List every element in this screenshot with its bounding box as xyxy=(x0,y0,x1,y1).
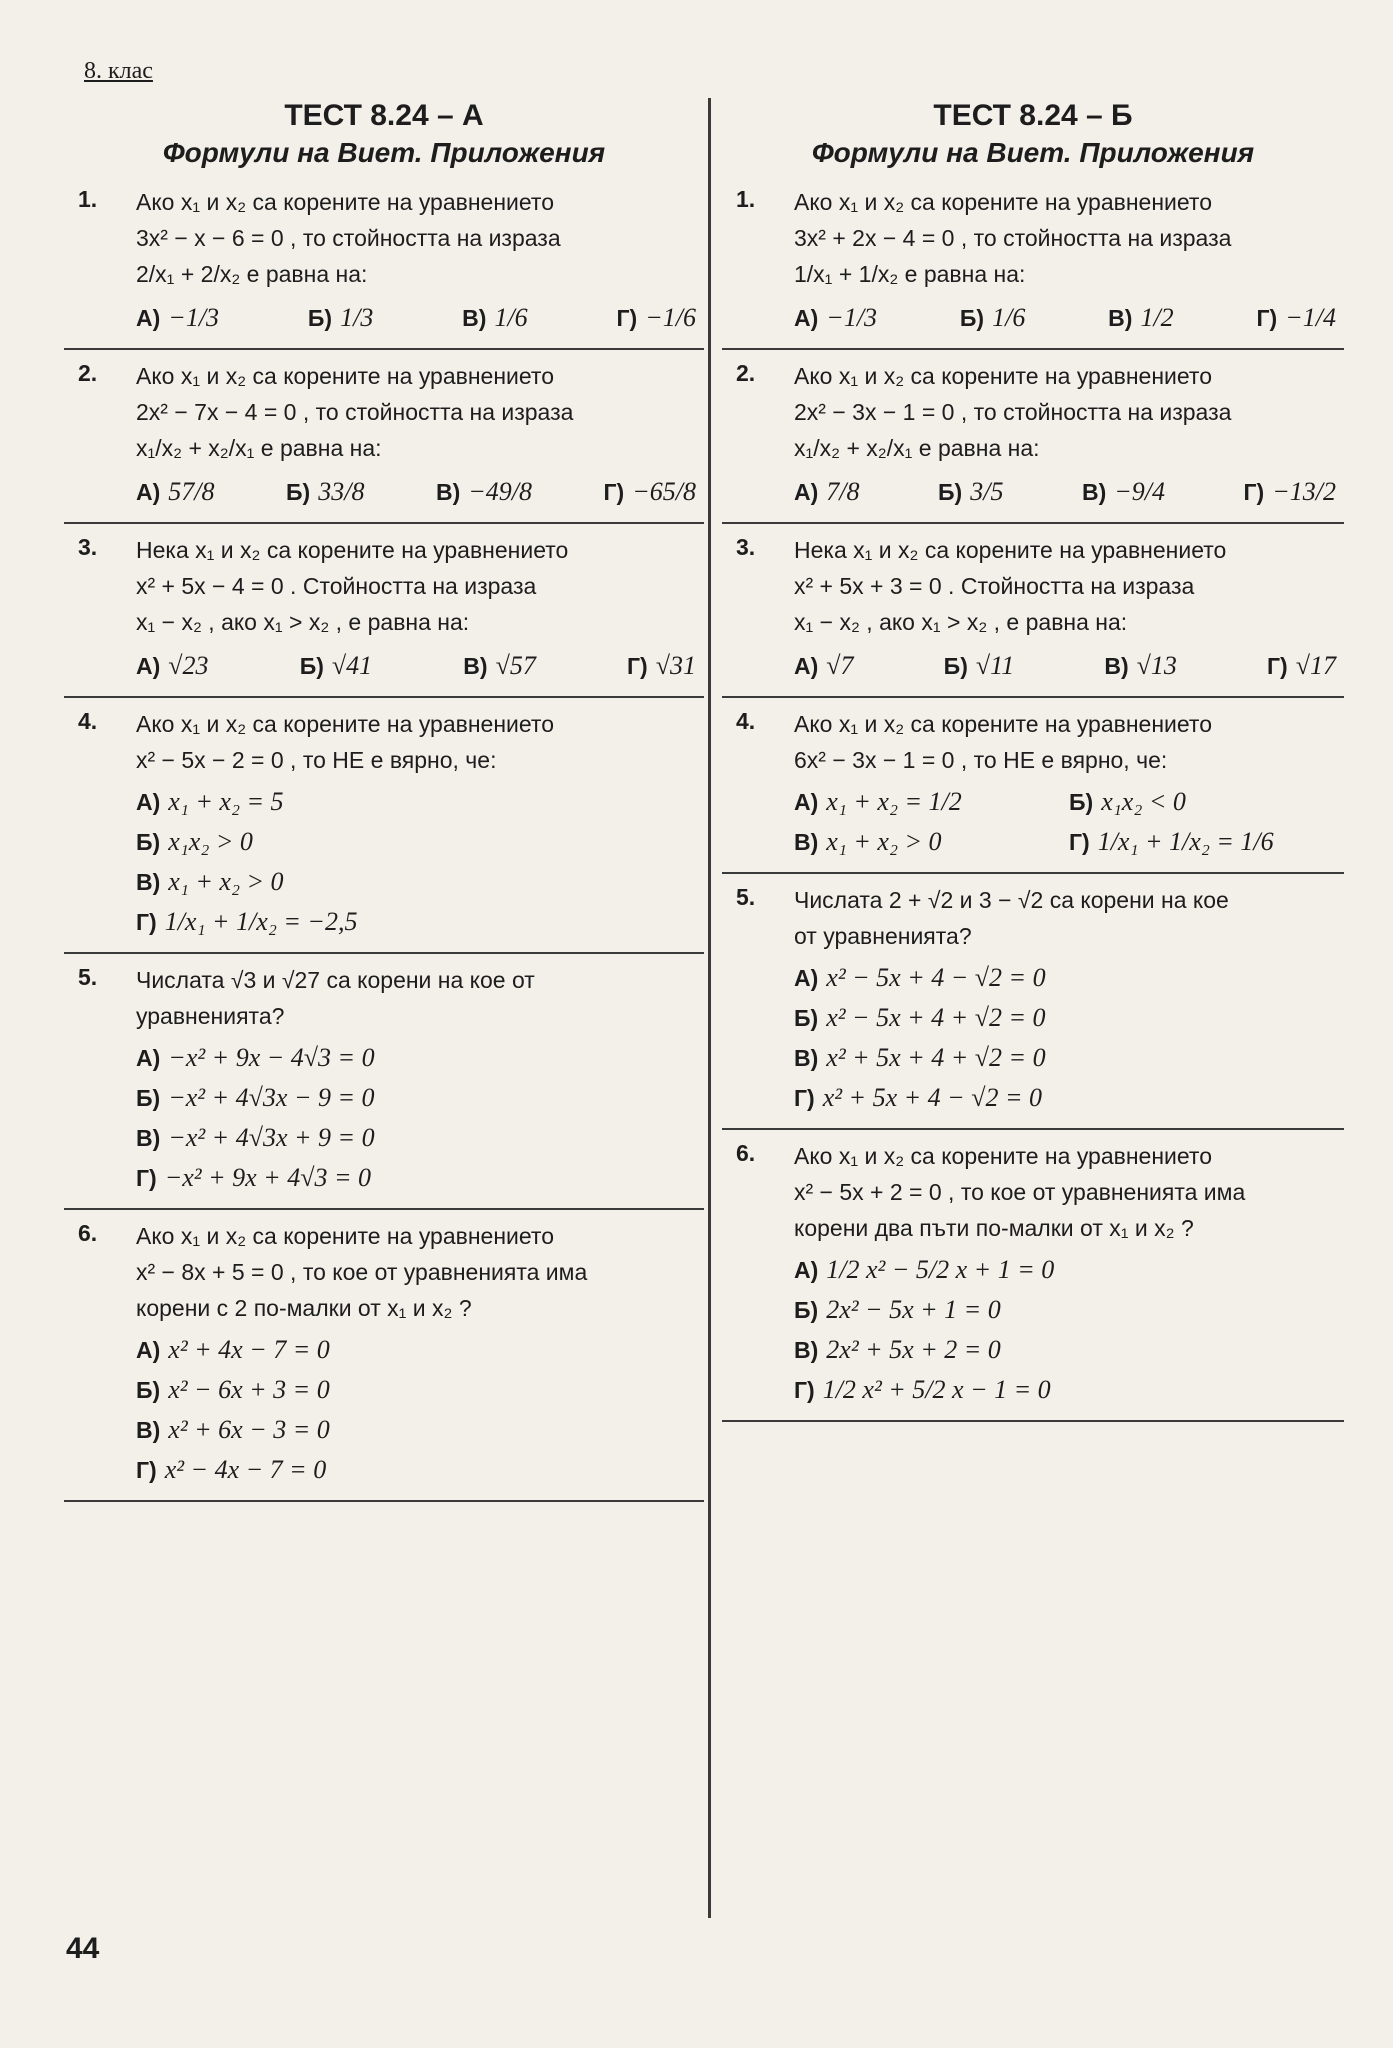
option-letter: А) xyxy=(136,305,161,331)
option-value: x² − 5x + 4 − √2 = 0 xyxy=(826,963,1046,992)
option-letter: В) xyxy=(136,869,161,895)
answer-options xyxy=(136,298,704,338)
option-letter: Г) xyxy=(794,1085,815,1111)
option-value: √11 xyxy=(975,651,1015,680)
answer-option xyxy=(136,472,215,512)
answer-option xyxy=(794,472,860,512)
test-a-question-5 xyxy=(64,954,704,1210)
answer-option xyxy=(1244,472,1336,512)
option-letter: В) xyxy=(1108,305,1133,331)
option-value: 2x² − 5x + 1 = 0 xyxy=(826,1295,1001,1324)
option-value: −65/8 xyxy=(632,477,696,506)
answer-option xyxy=(136,782,704,822)
answer-option xyxy=(286,472,364,512)
option-letter: А) xyxy=(794,479,819,505)
question-text-line: x² + 5x + 3 = 0 . Стойността на израза xyxy=(794,573,1195,599)
question-body xyxy=(794,706,1344,862)
answer-option xyxy=(136,1450,704,1490)
option-letter: В) xyxy=(794,1337,819,1363)
question-number: 4. xyxy=(736,708,756,734)
option-letter: А) xyxy=(794,305,819,331)
question-number: 6. xyxy=(78,1220,98,1246)
question-text-line: x² + 5x − 4 = 0 . Стойността на израза xyxy=(136,573,537,599)
option-value: −x² + 9x − 4√3 = 0 xyxy=(168,1043,375,1072)
question-text-line: x₁ − x₂ , ако x₁ > x₂ , е равна на: xyxy=(794,609,1128,635)
answer-option xyxy=(1069,822,1344,862)
option-value: 3/5 xyxy=(970,477,1004,506)
option-letter: А) xyxy=(136,789,161,815)
question-number: 3. xyxy=(736,534,756,560)
option-letter: В) xyxy=(1081,479,1107,505)
question-body xyxy=(794,532,1344,686)
option-letter: Г) xyxy=(794,1377,815,1403)
option-value: −1/6 xyxy=(645,303,696,332)
option-value: √57 xyxy=(495,651,536,680)
question-body xyxy=(136,532,704,686)
option-letter: Б) xyxy=(307,305,333,331)
option-value: 7/8 xyxy=(826,477,860,506)
option-value: 1/3 xyxy=(340,303,374,332)
answer-options xyxy=(136,1330,704,1490)
option-value: x₁ + x₂ > 0 xyxy=(168,867,284,896)
option-value: x² + 4x − 7 = 0 xyxy=(168,1335,330,1364)
question-number: 5. xyxy=(78,964,98,990)
answer-option xyxy=(136,1038,704,1078)
option-letter: А) xyxy=(794,789,819,815)
question-text-line: 2/x₁ + 2/x₂ е равна на: xyxy=(136,261,368,287)
answer-option xyxy=(436,472,532,512)
answer-option xyxy=(794,1038,1344,1078)
option-letter: Г) xyxy=(136,909,157,935)
answer-option xyxy=(308,298,373,338)
option-letter: А) xyxy=(136,1045,161,1071)
question-body xyxy=(136,184,704,338)
answer-option xyxy=(136,902,704,942)
question-number: 2. xyxy=(736,360,756,386)
question-number: 1. xyxy=(78,186,98,212)
answer-option xyxy=(462,298,528,338)
option-value: x₁ + x₂ = 5 xyxy=(168,787,284,816)
question-text-line: Числата √3 и √27 са корени на кое от xyxy=(136,967,535,993)
option-value: x₁x₂ < 0 xyxy=(1101,787,1186,816)
test-b-question-3 xyxy=(722,524,1344,698)
test-a-question-1 xyxy=(64,176,704,350)
answer-option xyxy=(794,1078,1344,1118)
option-value: √17 xyxy=(1295,651,1336,680)
question-text-line: Ако x₁ и x₂ са корените на уравнението xyxy=(136,711,554,737)
test-b-question-4 xyxy=(722,698,1344,874)
option-value: 57/8 xyxy=(168,477,215,506)
question-body xyxy=(794,358,1344,512)
answer-option xyxy=(1104,646,1177,686)
option-letter: А) xyxy=(794,653,819,679)
answer-option xyxy=(794,782,1069,822)
option-value: −x² + 4√3x + 9 = 0 xyxy=(168,1123,375,1152)
option-value: −1/3 xyxy=(826,303,878,332)
option-value: −13/2 xyxy=(1272,477,1336,506)
option-letter: Б) xyxy=(136,829,161,855)
answer-option xyxy=(960,298,1025,338)
option-letter: В) xyxy=(136,1125,161,1151)
question-number: 5. xyxy=(736,884,756,910)
answer-option xyxy=(136,1330,704,1370)
answer-options xyxy=(136,472,704,512)
question-number: 4. xyxy=(78,708,98,734)
option-letter: В) xyxy=(794,829,819,855)
option-value: −1/3 xyxy=(168,303,220,332)
question-text-line: от уравненията? xyxy=(794,923,972,949)
answer-option xyxy=(136,298,219,338)
option-value: −x² + 4√3x − 9 = 0 xyxy=(168,1083,375,1112)
question-text-line: Нека x₁ и x₂ са корените на уравнението xyxy=(794,537,1227,563)
answer-option xyxy=(1069,782,1344,822)
answer-option xyxy=(136,1410,704,1450)
question-text-line: 3x² + 2x − 4 = 0 , то стойността на израза xyxy=(794,225,1232,251)
test-b-question-5 xyxy=(722,874,1344,1130)
answer-option xyxy=(944,646,1015,686)
option-letter: Г) xyxy=(136,1457,157,1483)
question-number: 3. xyxy=(78,534,98,560)
answer-option xyxy=(794,646,854,686)
option-letter: Г) xyxy=(1069,829,1090,855)
answer-options xyxy=(794,472,1344,512)
option-value: 1/2 x² − 5/2 x + 1 = 0 xyxy=(826,1255,1055,1284)
question-text-line: Нека x₁ и x₂ са корените на уравнението xyxy=(136,537,569,563)
option-letter: Г) xyxy=(136,1165,157,1191)
test-a-column xyxy=(64,98,704,1502)
answer-option xyxy=(794,1250,1344,1290)
question-text-line: 2x² − 3x − 1 = 0 , то стойността на израза xyxy=(794,399,1232,425)
question-text-line: Ако x₁ и x₂ са корените на уравнението xyxy=(794,711,1212,737)
question-text-line: Ако x₁ и x₂ са корените на уравнението xyxy=(794,189,1212,215)
test-a-subtitle: Формули на Виет. Приложения xyxy=(162,137,606,168)
answer-options xyxy=(794,782,1344,862)
answer-options xyxy=(136,782,704,942)
question-body xyxy=(794,882,1344,1118)
option-value: √7 xyxy=(826,651,854,680)
question-text-line: x² − 5x + 2 = 0 , то кое от уравненията има xyxy=(794,1179,1246,1205)
question-text-line: x₁/x₂ + x₂/x₁ е равна на: xyxy=(136,435,382,461)
option-letter: Б) xyxy=(1069,789,1094,815)
test-b-title: ТЕСТ 8.24 – Б xyxy=(933,99,1133,132)
option-letter: В) xyxy=(462,305,487,331)
test-a-question-4 xyxy=(64,698,704,954)
answer-option xyxy=(794,1370,1344,1410)
test-b-subtitle: Формули на Виет. Приложения xyxy=(811,137,1255,168)
question-text-line: Ако x₁ и x₂ са корените на уравнението xyxy=(136,1223,554,1249)
question-text-line: x₁ − x₂ , ако x₁ > x₂ , е равна на: xyxy=(136,609,470,635)
test-b-question-1 xyxy=(722,176,1344,350)
answer-option xyxy=(136,1078,704,1118)
option-letter: Г) xyxy=(1243,479,1265,505)
option-value: √41 xyxy=(331,651,373,680)
answer-option xyxy=(627,646,696,686)
option-value: 2x² + 5x + 2 = 0 xyxy=(826,1335,1001,1364)
option-letter: Б) xyxy=(299,653,324,679)
test-a-question-2 xyxy=(64,350,704,524)
option-letter: Б) xyxy=(943,653,968,679)
answer-option xyxy=(794,998,1344,1038)
answer-option xyxy=(604,472,696,512)
option-letter: А) xyxy=(136,653,161,679)
test-b-question-6 xyxy=(722,1130,1344,1422)
test-b-question-2 xyxy=(722,350,1344,524)
answer-option xyxy=(1267,646,1336,686)
question-text-line: Ако x₁ и x₂ са корените на уравнението xyxy=(136,189,554,215)
question-body xyxy=(136,962,704,1198)
answer-option xyxy=(617,298,696,338)
answer-option xyxy=(794,1330,1344,1370)
option-letter: Г) xyxy=(1256,305,1278,331)
option-value: −9/4 xyxy=(1114,477,1166,506)
option-letter: В) xyxy=(136,1417,161,1443)
option-letter: Б) xyxy=(794,1005,819,1031)
option-value: 1/x₁ + 1/x₂ = −2,5 xyxy=(164,907,358,936)
answer-option xyxy=(938,472,1003,512)
answer-option xyxy=(794,958,1344,998)
question-text-line: корени два пъти по-малки от x₁ и x₂ ? xyxy=(794,1215,1194,1241)
answer-option xyxy=(1108,298,1174,338)
option-value: x₁ + x₂ = 1/2 xyxy=(826,787,962,816)
question-text-line: корени с 2 по-малки от x₁ и x₂ ? xyxy=(136,1295,472,1321)
question-body xyxy=(136,706,704,942)
question-text-line: x² − 5x − 2 = 0 , то НЕ е вярно, че: xyxy=(136,747,497,773)
answer-option xyxy=(794,1290,1344,1330)
option-value: x² + 5x + 4 − √2 = 0 xyxy=(822,1083,1043,1112)
answer-option xyxy=(136,1118,704,1158)
answer-option xyxy=(1082,472,1165,512)
question-text-line: 1/x₁ + 1/x₂ е равна на: xyxy=(794,261,1026,287)
question-body xyxy=(794,1138,1344,1410)
answer-option xyxy=(136,646,209,686)
option-letter: А) xyxy=(136,1337,161,1363)
option-value: √31 xyxy=(655,651,696,680)
answer-options xyxy=(794,958,1344,1118)
option-value: 1/x₁ + 1/x₂ = 1/6 xyxy=(1097,827,1274,856)
question-body xyxy=(136,358,704,512)
option-value: x₁x₂ > 0 xyxy=(168,827,253,856)
option-value: x² − 4x − 7 = 0 xyxy=(164,1455,327,1484)
option-letter: В) xyxy=(1104,653,1129,679)
option-letter: В) xyxy=(463,653,488,679)
option-letter: Б) xyxy=(136,1085,161,1111)
option-value: −x² + 9x + 4√3 = 0 xyxy=(164,1163,372,1192)
option-letter: Г) xyxy=(616,305,638,331)
answer-options xyxy=(794,298,1344,338)
page-number: 44 xyxy=(66,1932,100,1965)
test-b-column xyxy=(722,98,1344,1422)
option-value: −49/8 xyxy=(468,477,533,506)
answer-option xyxy=(136,822,704,862)
option-value: √13 xyxy=(1136,651,1177,680)
option-value: √23 xyxy=(168,651,209,680)
test-a-question-6 xyxy=(64,1210,704,1502)
answer-option xyxy=(794,298,877,338)
option-value: 33/8 xyxy=(318,477,365,506)
option-letter: Г) xyxy=(603,479,625,505)
option-value: x² + 6x − 3 = 0 xyxy=(168,1415,330,1444)
option-letter: Б) xyxy=(938,479,963,505)
option-letter: Б) xyxy=(959,305,985,331)
option-value: 1/6 xyxy=(494,303,528,332)
answer-option xyxy=(136,862,704,902)
answer-option xyxy=(1257,298,1336,338)
option-letter: Г) xyxy=(626,653,648,679)
option-letter: Б) xyxy=(794,1297,819,1323)
option-value: x₁ + x₂ > 0 xyxy=(826,827,942,856)
option-letter: Б) xyxy=(136,1377,161,1403)
answer-option xyxy=(136,1370,704,1410)
question-number: 6. xyxy=(736,1140,756,1166)
question-text-line: 2x² − 7x − 4 = 0 , то стойността на израза xyxy=(136,399,574,425)
option-letter: А) xyxy=(794,1257,819,1283)
option-letter: В) xyxy=(794,1045,819,1071)
question-body xyxy=(136,1218,704,1490)
answer-options xyxy=(136,1038,704,1198)
answer-option xyxy=(794,822,1069,862)
test-a-title: ТЕСТ 8.24 – А xyxy=(284,99,484,132)
question-text-line: 3x² − x − 6 = 0 , то стойността на израза xyxy=(136,225,561,251)
question-text-line: Ако x₁ и x₂ са корените на уравнението xyxy=(794,363,1212,389)
answer-options xyxy=(794,646,1344,686)
option-value: 1/2 xyxy=(1140,303,1174,332)
option-value: x² + 5x + 4 + √2 = 0 xyxy=(826,1043,1046,1072)
option-value: x² − 6x + 3 = 0 xyxy=(168,1375,330,1404)
option-value: 1/6 xyxy=(992,303,1026,332)
option-value: 1/2 x² + 5/2 x − 1 = 0 xyxy=(822,1375,1051,1404)
question-number: 2. xyxy=(78,360,98,386)
question-number: 1. xyxy=(736,186,756,212)
option-letter: Г) xyxy=(1267,653,1288,679)
answer-options xyxy=(136,646,704,686)
option-letter: А) xyxy=(794,965,819,991)
question-text-line: Ако x₁ и x₂ са корените на уравнението xyxy=(794,1143,1212,1169)
option-letter: Б) xyxy=(286,479,311,505)
answer-option xyxy=(136,1158,704,1198)
question-text-line: x² − 8x + 5 = 0 , то кое от уравненията има xyxy=(136,1259,588,1285)
question-text-line: 6x² − 3x − 1 = 0 , то НЕ е вярно, че: xyxy=(794,747,1168,773)
column-divider xyxy=(708,98,711,1918)
answer-option xyxy=(300,646,372,686)
test-a-question-3 xyxy=(64,524,704,698)
answer-option xyxy=(463,646,536,686)
option-value: x² − 5x + 4 + √2 = 0 xyxy=(826,1003,1046,1032)
option-value: −1/4 xyxy=(1285,303,1336,332)
question-text-line: Числата 2 + √2 и 3 − √2 са корени на кое xyxy=(794,887,1229,913)
question-text-line: x₁/x₂ + x₂/x₁ е равна на: xyxy=(794,435,1040,461)
option-letter: В) xyxy=(435,479,461,505)
grade-label: 8. клас xyxy=(84,58,153,84)
question-text-line: уравненията? xyxy=(136,1003,285,1029)
option-letter: А) xyxy=(136,479,161,505)
question-body xyxy=(794,184,1344,338)
question-text-line: Ако x₁ и x₂ са корените на уравнението xyxy=(136,363,554,389)
answer-options xyxy=(794,1250,1344,1410)
